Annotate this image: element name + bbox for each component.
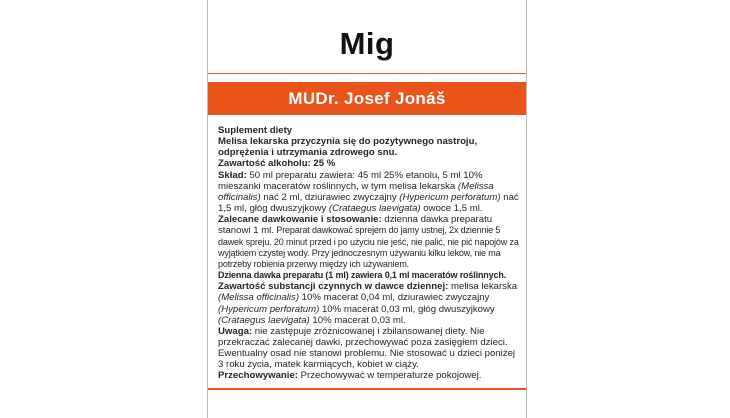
product-label <box>207 0 527 418</box>
active-heading: Zawartość substancji czynnych w dawce dziennej: <box>218 281 449 293</box>
brand-name: MUDr. Josef Jonáš <box>288 89 446 108</box>
alcohol-content: Zawartość alkoholu: 25 % <box>218 158 336 170</box>
label-text <box>218 125 520 382</box>
bottom-accent-line <box>208 388 526 390</box>
warning: Uwaga: nie zastępuje zróżnicowanej i zbilansowanej diety. Nie przekraczać zalecanej dawki, przechowywać poza zasięgiem dzieci. Ewentualny osad nie stanowi problemu. Nie stosować u dzieci poniżej 3 roku życia, matek karmiących, kobiet w ciąży. <box>218 325 516 371</box>
composition: Skład: 50 ml preparatu zawiera: 45 ml 25% etanolu, 5 ml 10% mieszanki maceratów roślinnych, w tym melisa lekarska (Melissa officinalis) nać 2 ml, dziurawiec zwyczajny (Hypericum perforatum) nać 1,5 ml, głóg dwuszyjkowy (Crataegus laevigata) owoce 1,5 ml. <box>218 169 519 215</box>
storage: Przechowywanie: Przechowywać w temperaturze pokojowej. <box>218 370 482 382</box>
category: Suplement diety <box>218 125 293 136</box>
daily-dose: Dzienna dawka preparatu (1 ml) zawiera 0,1 ml maceratów roślinnych. <box>218 270 507 281</box>
dosage: Zalecane dawkowanie i stosowanie: dzienna dawka preparatu stanowi 1 ml. Preparat dawkować sprejem do jamy ustnej, 2x dziennie 5 dawek spreju. 20 minut przed i po użyciu nie jeść, nie palić, nie pić napojów za wyjątkiem czystej wody. Przy jednoczesnym używaniu kilku leków, nie ma potrzeby robienia przerwy między ich używaniem. <box>218 214 519 269</box>
dosage-heading: Zalecane dawkowanie i stosowanie: <box>218 214 382 226</box>
warning-heading: Uwaga: <box>218 325 253 337</box>
storage-heading: Przechowywanie: <box>218 370 298 382</box>
product-name: Mig <box>339 26 395 61</box>
intro: Melisa lekarska przyczynia się do pozytywnego nastroju, odprężenia i utrzymania zdrowego snu. <box>218 136 478 159</box>
active-substances: Zawartość substancji czynnych w dawce dziennej: melisa lekarska (Melissa officinalis) 10% macerat 0,04 ml, dziurawiec zwyczajny (Hypericum perforatum) 10% macerat 0,03 ml, głóg dwuszyjkowy (Crataegus laevigata) 10% macerat 0,03 ml. <box>218 281 518 326</box>
accent-line <box>208 73 526 74</box>
composition-heading: Skład: <box>218 169 247 181</box>
